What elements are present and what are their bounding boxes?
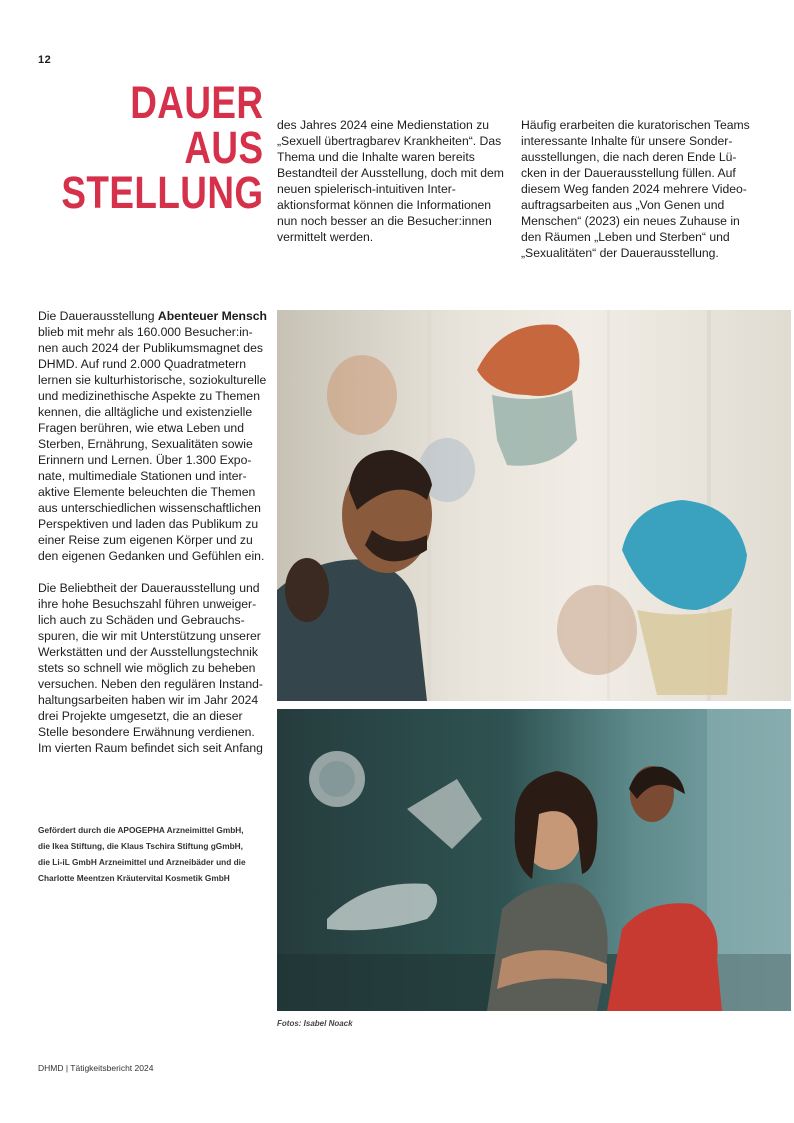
paragraph-text: blieb mit mehr als 160.000 Besucher:in-nen auch 2024 der Publikumsmagnet des DHMD. Auf rund 2.000 Quadratmetern lernen sie kulturhistorische, soziokulturelle und medizinethische Aspekte zu Themen kennen, die alltägliche und existenzielle Fragen berühren, wie etwa Leben und Sterben, Ernährung, Sexualitäten sowie Erinnern und Lernen. Über 1.300 Expo-nate, multimediale Stationen und inter-aktive Elemente beleuchten die Themen aus unterschiedlichen wissenschaftlichen Perspektiven und laden das Publikum zu einer Reise zum eigenen Körper und zu den eigenen Gedanken und Gefühlen ein. [38,325,267,563]
sponsor-line: Gefördert durch die APOGEPHA Arzneimittel GmbH, [38,825,244,835]
exhibition-name: Abenteuer Mensch [157,309,267,323]
sponsor-line: die Li-iL GmbH Arzneimittel und Arzneibäder und die [38,857,246,867]
exhibition-photo-heads [277,310,791,701]
paragraph-text: Die Dauerausstellung [38,309,158,323]
title-line-3: STELLUNG [60,167,263,218]
exhibition-photo-visitors [277,709,791,1011]
paragraph: Die Beliebtheit der Dauerausstellung und ihre hohe Besuchszahl führen unweiger-lich auch zu Schäden und Gebrauchs-spuren, die wir mit Unterstützung unserer Werkstätten und der Ausstellungstechnik stets so schnell wie möglich zu beheben versuchen. Neben den regulären Instand-haltungsarbeiten haben wir im Jahr 2024 drei Projekte umgesetzt, die an dieser Stelle besondere Erwähnung verdienen. Im vierten Raum befindet sich seit Anfang [38,581,263,755]
text-column-left [38,308,267,756]
page-number: 12 [38,54,52,66]
sponsor-line: Charlotte Meentzen Kräutervital Kosmetik GmbH [38,873,230,883]
photo-credit: Fotos: Isabel Noack [277,1019,353,1028]
page-title [60,77,263,218]
sponsor-note [38,822,268,886]
paragraph: Häufig erarbeiten die kuratorischen Teams interessante Inhalte für unsere Sonder-ausstellungen, die nach deren Ende Lü-cken in der Dauerausstellung füllen. Auf diesem Weg fanden 2024 mehrere Video-auftragsarbeiten aus „Von Genen und Menschen“ (2023) ein neues Zuhause in den Räumen „Leben und Sterben“ und „Sexualitäten“ der Dauerausstellung. [521,118,750,260]
text-column-top-middle [277,117,509,245]
text-column-top-right [521,117,757,261]
sponsor-line: die Ikea Stiftung, die Klaus Tschira Stiftung gGmbH, [38,841,243,851]
paragraph: des Jahres 2024 eine Medienstation zu „Sexuell übertragbarev Krankheiten“. Das Thema und die Inhalte waren bereits Bestandteil der Ausstellung, doch mit dem neuen spielerisch-intuitiven Inter-aktionsformat können die Informationen nun noch besser an die Besucher:innen vermittelt werden. [277,118,504,244]
footer: DHMD | Tätigkeitsbericht 2024 [38,1063,154,1073]
title-line-2: AUS [183,122,263,173]
title-line-1: DAUER [129,77,263,128]
paragraph-intro [38,308,267,564]
